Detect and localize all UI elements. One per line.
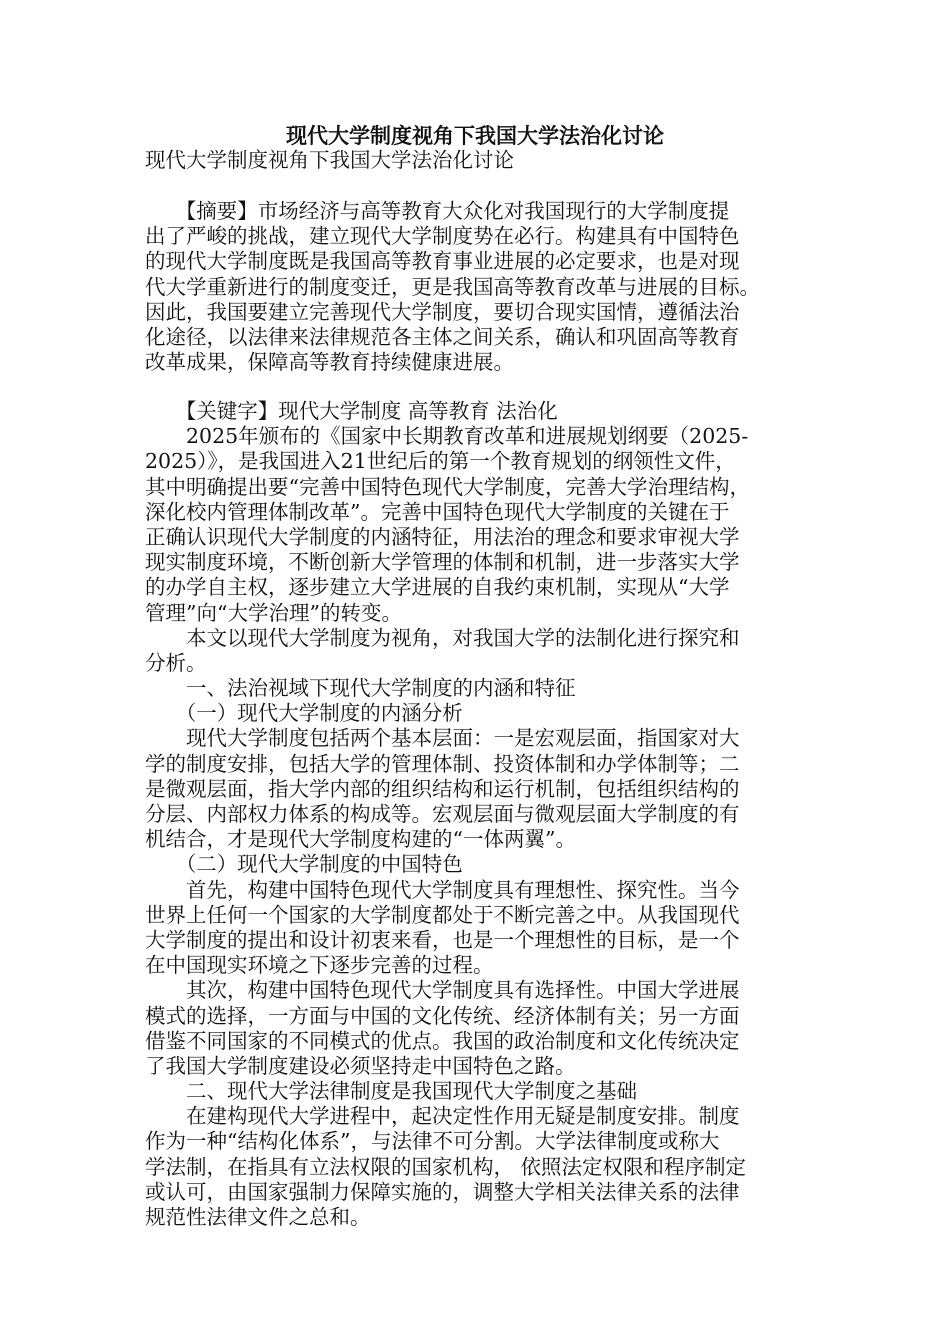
keywords-line: 【关键字】现代大学制度 高等教育 法治化 xyxy=(145,399,558,423)
subsection-heading: （一）现代大学制度的内涵分析 xyxy=(145,701,463,726)
body-line: 模式的选择，一方面与中国的文化传统、经济体制有关；另一方面 xyxy=(145,1003,740,1028)
abstract-line: 化途径，以法律来法律规范各主体之间关系，确认和巩固高等教育 xyxy=(145,324,740,349)
body-line: 深化校内管理体制改革”。完善中国特色现代大学制度的关键在于 xyxy=(145,499,730,524)
body-line: 作为一种“结构化体系”，与法律不可分割。大学法律制度或称大 xyxy=(145,1129,720,1154)
body-line: 现实制度环境，不断创新大学管理的体制和机制，进一步落实大学 xyxy=(145,550,740,575)
body-line: 2025年颁布的《国家中长期教育改革和进展规划纲要（2025- xyxy=(145,424,749,449)
body-line: 在建构现代大学进程中，起决定性作用无疑是制度安排。制度 xyxy=(145,1104,740,1129)
body-line: 其次，构建中国特色现代大学制度具有选择性。中国大学进展 xyxy=(145,978,740,1003)
body-line: 首先，构建中国特色现代大学制度具有理想性、探究性。当今 xyxy=(145,877,740,902)
body-line: 管理”向“大学治理”的转变。 xyxy=(145,600,402,625)
body-line: 是微观层面，指大学内部的组织结构和运行机制，包括组织结构的 xyxy=(145,776,740,801)
abstract-line: 因此，我国要建立完善现代大学制度，要切合现实国情，遵循法治 xyxy=(145,299,740,324)
abstract-line: 的现代大学制度既是我国高等教育事业进展的必定要求，也是对现 xyxy=(145,249,740,274)
document-title: 现代大学制度视角下我国大学法治化讨论 xyxy=(286,123,664,148)
body-line: 的办学自主权，逐步建立大学进展的自我约束机制，实现从“大学 xyxy=(145,575,730,600)
abstract-line: 改革成果，保障高等教育持续健康进展。 xyxy=(145,350,514,375)
abstract-line: 出了严峻的挑战，建立现代大学制度势在必行。构建具有中国特色 xyxy=(145,224,740,249)
body-line: 在中国现实环境之下逐步完善的过程。 xyxy=(145,953,494,978)
body-line: 借鉴不同国家的不同模式的优点。我国的政治制度和文化传统决定 xyxy=(145,1028,740,1053)
body-line: 其中明确提出要“完善中国特色现代大学制度，完善大学治理结构， xyxy=(145,474,750,499)
body-line: 2025）》，是我国进入21世纪后的第一个教育规划的纲领性文件， xyxy=(145,449,736,474)
body-line: 或认可，由国家强制力保障实施的，调整大学相关法律关系的法律 xyxy=(145,1179,740,1204)
document-subtitle: 现代大学制度视角下我国大学法治化讨论 xyxy=(145,148,514,172)
abstract-line: 【摘要】市场经济与高等教育大众化对我国现行的大学制度提 xyxy=(145,199,730,223)
body-line: 现代大学制度包括两个基本层面：一是宏观层面，指国家对大 xyxy=(145,726,740,751)
subsection-heading: （二）现代大学制度的中国特色 xyxy=(145,852,463,877)
body-line: 大学制度的提出和设计初衷来看，也是一个理想性的目标，是一个 xyxy=(145,927,740,952)
body-line: 本文以现代大学制度为视角，对我国大学的法制化进行探究和 xyxy=(145,625,740,650)
body-paragraphs xyxy=(145,399,805,1230)
section-heading: 一、法治视域下现代大学制度的内涵和特征 xyxy=(145,676,576,701)
body-line: 分层、内部权力体系的构成等。宏观层面与微观层面大学制度的有 xyxy=(145,802,740,826)
abstract-paragraph xyxy=(145,199,805,375)
body-line: 学的制度安排，包括大学的管理体制、投资体制和办学体制等；二 xyxy=(145,751,740,776)
body-line: 分析。 xyxy=(145,650,207,675)
body-line: 规范性法律文件之总和。 xyxy=(145,1205,371,1229)
body-line: 正确认识现代大学制度的内涵特征，用法治的理念和要求审视大学 xyxy=(145,524,740,549)
section-heading: 二、现代大学法律制度是我国现代大学制度之基础 xyxy=(145,1079,637,1104)
body-line: 世界上任何一个国家的大学制度都处于不断完善之中。从我国现代 xyxy=(145,902,740,927)
abstract-line: 代大学重新进行的制度变迁，更是我国高等教育改革与进展的目标。 xyxy=(145,274,760,299)
body-line: 机结合，才是现代大学制度构建的“一体两翼”。 xyxy=(145,827,576,852)
body-line: 学法制，在指具有立法权限的国家机构， 依照法定权限和程序制定 xyxy=(145,1154,747,1179)
body-line: 了我国大学制度建设必须坚持走中国特色之路。 xyxy=(145,1053,576,1078)
